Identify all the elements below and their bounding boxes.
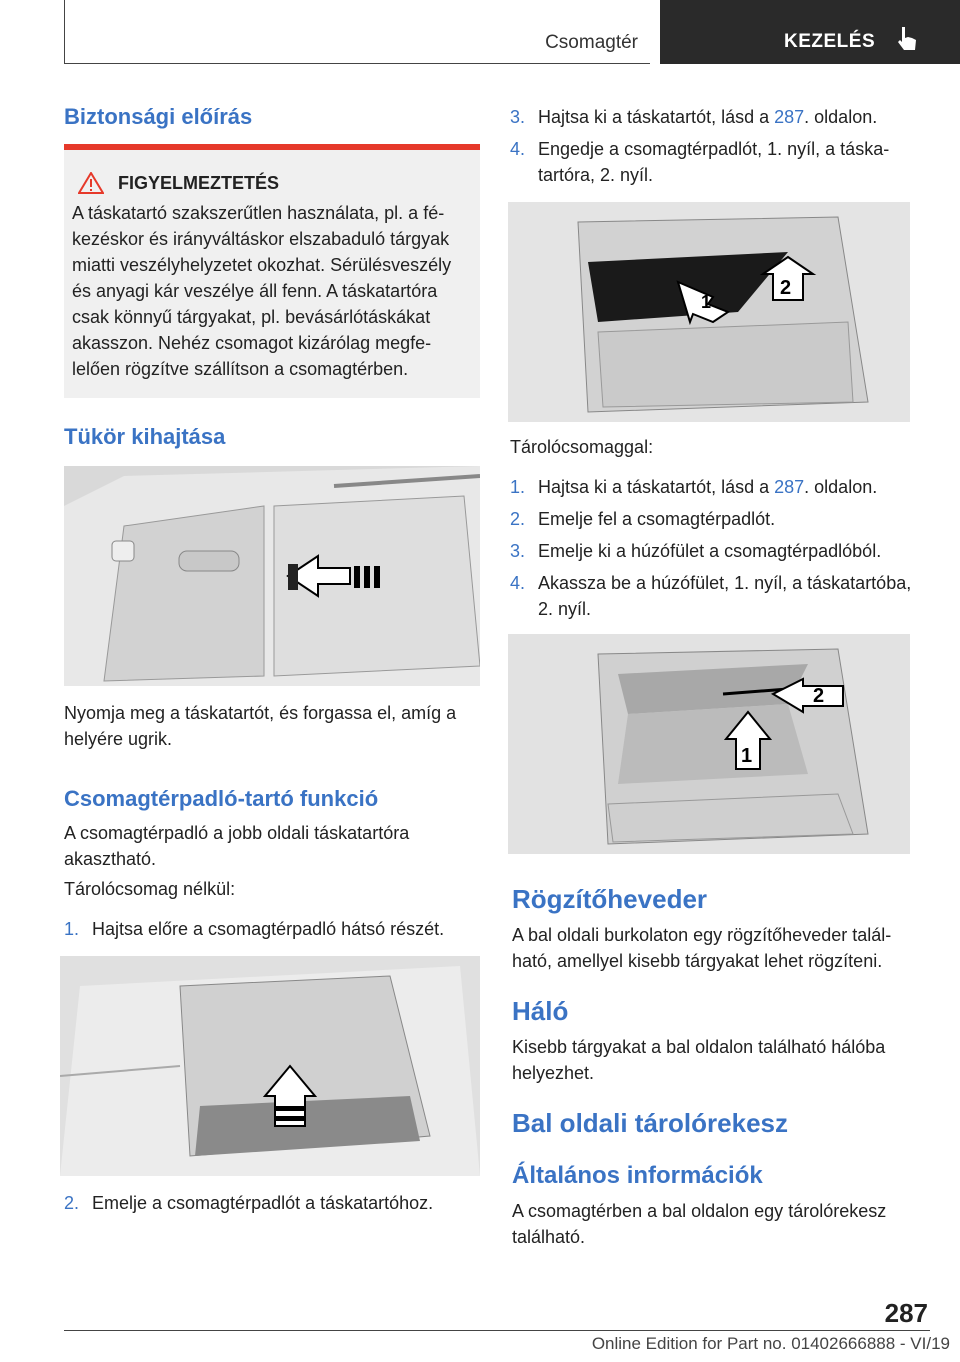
with-bag-label: Tárolócsomaggal:	[510, 437, 654, 457]
list-number: 2.	[64, 1193, 80, 1213]
list-item	[510, 570, 930, 622]
list-text: Emelje fel a csomagtérpadlót.	[538, 509, 776, 529]
floor-text: A csomagtérpadló a jobb oldali táskatartóra akasztható.	[64, 823, 410, 869]
list-number: 1.	[510, 477, 526, 497]
safety-heading: Biztonsági előírás	[64, 104, 253, 129]
footer-edition: Online Edition for Part no. 01402666888 - VI/19	[591, 1334, 950, 1353]
footer-rule	[64, 1330, 930, 1331]
header-chapter-label: KEZELÉS	[784, 31, 876, 52]
page-link[interactable]: 287	[774, 107, 805, 127]
general-info-text: A csomagtérben a bal oldalon egy tárolórekesz található.	[512, 1201, 887, 1247]
floor-heading: Csomagtérpadló-tartó funkció	[64, 786, 379, 811]
without-bag-label: Tárolócsomag nélkül:	[64, 879, 236, 899]
warning-text: A táskatartó szakszerűtlen használata, pl. a fé-kezéskor és irányváltáskor elszabaduló tárgyak miatti veszélyhelyzetet okozhat. Sérülésveszély és anyagi kár veszélye áll fenn. A táskatartóra csak könnyű tárgyakat, pl. bevásárlótáskákat akasszon. Nehéz csomagot kizárólag megfe-lelően rögzítve szállítson a csomagtérben.	[72, 203, 452, 379]
list-number: 4.	[510, 139, 526, 159]
warning-header	[72, 172, 470, 194]
header-section-title: Csomagtér	[545, 32, 638, 53]
list-number: 3.	[510, 541, 526, 561]
list-number: 1.	[64, 919, 80, 939]
list-item	[64, 916, 480, 942]
mirror-text: Nyomja meg a táskatartót, és forgassa el, amíg a helyére ugrik.	[64, 703, 457, 749]
list-text: Emelje a csomagtérpadlót a táskatartóhoz.	[92, 1193, 434, 1213]
arrow-label-2: 2	[813, 685, 825, 707]
list-number: 2.	[510, 509, 526, 529]
strap-text: A bal oldali burkolaton egy rögzítőheveder talál-ható, amellyel kisebb tárgyakat lehet rögzíteni.	[512, 925, 892, 971]
list-text: . oldalon.	[804, 477, 878, 497]
list-text: Engedje a csomagtérpadlót, 1. nyíl, a táska-tartóra, 2. nyíl.	[538, 139, 890, 185]
header-bottom-rule	[64, 63, 650, 64]
strap-heading: Rögzítőheveder	[512, 884, 708, 914]
list-item	[510, 104, 930, 130]
arrow-label-2: 2	[780, 277, 792, 299]
list-item	[510, 136, 920, 188]
page-number: 287	[884, 1298, 928, 1328]
arrow-label-1: 1	[701, 292, 712, 312]
list-item	[510, 506, 930, 532]
general-info-heading: Általános információk	[512, 1162, 763, 1189]
warning-title: FIGYELMEZTETÉS	[118, 172, 280, 193]
list-text: Akassza be a húzófület, 1. nyíl, a táskatartóba, 2. nyíl.	[538, 573, 912, 619]
header-chapter-tab[interactable]	[660, 0, 960, 64]
net-heading: Háló	[512, 996, 569, 1026]
list-text: Hajtsa előre a csomagtérpadló hátsó részét.	[92, 919, 445, 939]
hook-image	[508, 634, 910, 854]
floor-lower-image	[508, 202, 910, 422]
net-text: Kisebb tárgyakat a bal oldalon található hálóba helyezhet.	[512, 1037, 886, 1083]
hand-pointer-icon	[892, 24, 922, 54]
header-left-rule	[64, 0, 65, 64]
warning-box	[64, 144, 480, 398]
list-item	[510, 538, 930, 564]
list-item	[64, 1190, 480, 1216]
list-text: Hajtsa ki a táskatartót, lásd a	[538, 477, 775, 497]
warning-triangle-icon	[78, 172, 104, 194]
arrow-label-1: 1	[741, 745, 753, 767]
list-text: . oldalon.	[804, 107, 878, 127]
list-text: Emelje ki a húzófület a csomagtérpadlóból.	[538, 541, 882, 561]
list-item	[510, 474, 930, 500]
list-number: 4.	[510, 573, 526, 593]
list-text: Hajtsa ki a táskatartót, lásd a	[538, 107, 775, 127]
floor-fold-image	[60, 956, 480, 1176]
list-number: 3.	[510, 107, 526, 127]
mirror-image	[64, 466, 480, 686]
mirror-heading: Tükör kihajtása	[64, 424, 226, 449]
page-link[interactable]: 287	[774, 477, 805, 497]
left-compartment-heading: Bal oldali tárolórekesz	[512, 1108, 788, 1138]
